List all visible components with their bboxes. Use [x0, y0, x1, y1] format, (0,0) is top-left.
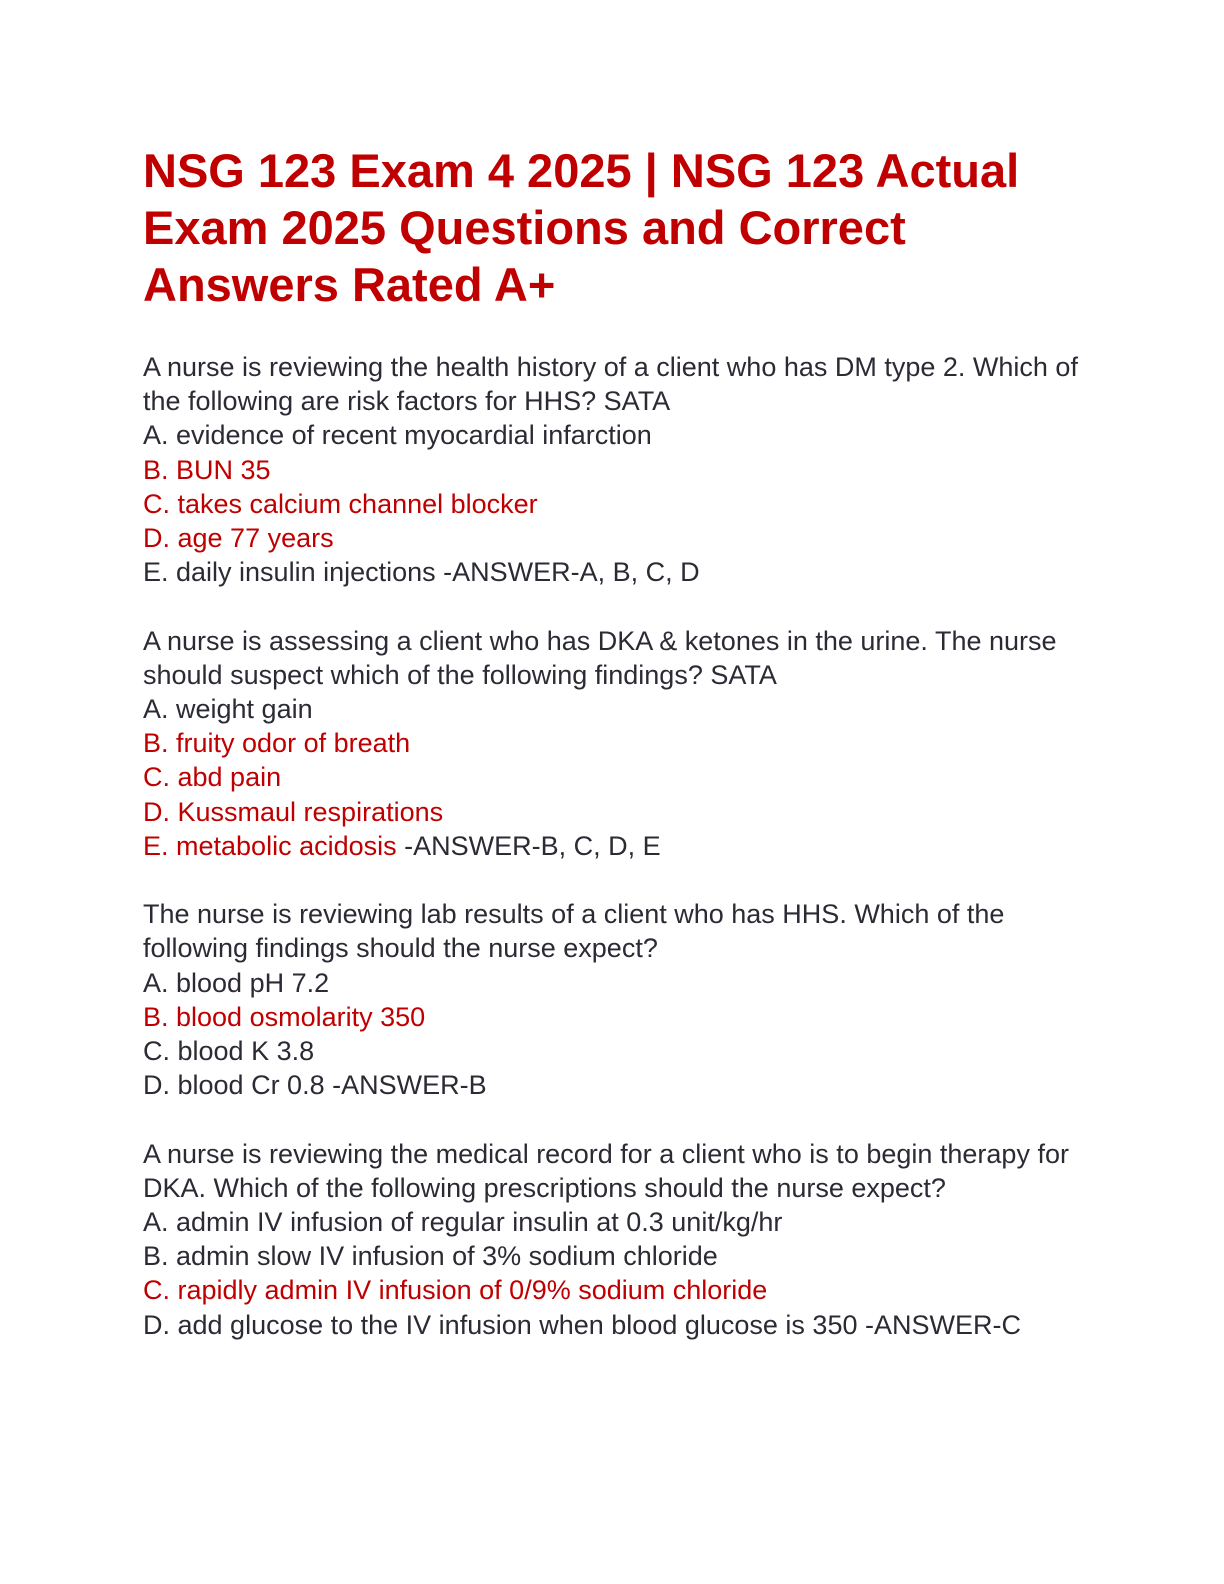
answer-option-line: [143, 555, 1103, 589]
correct-answer-option: D. Kussmaul respirations: [143, 796, 444, 827]
answer-key: -ANSWER-C: [857, 1309, 1021, 1340]
answer-option-line: [143, 1068, 1103, 1102]
correct-answer-option: B. fruity odor of breath: [143, 728, 411, 759]
answer-option: C. blood K 3.8: [143, 1036, 315, 1067]
answer-key: -ANSWER-B, C, D, E: [396, 830, 661, 861]
answer-option: D. blood Cr 0.8: [143, 1070, 325, 1101]
correct-answer-option: C. abd pain: [143, 762, 282, 793]
answer-key: -ANSWER-A, B, C, D: [435, 557, 700, 588]
correct-answer-option: E. metabolic acidosis: [143, 830, 397, 861]
question-stem: The nurse is reviewing lab results of a client who has HHS. Which of the following findings should the nurse expect?: [143, 899, 1005, 964]
answer-option-line: [143, 829, 1103, 863]
answer-option: B. admin slow IV infusion of 3% sodium chloride: [143, 1241, 718, 1272]
answer-option: D. add glucose to the IV infusion when blood glucose is 350: [143, 1309, 858, 1340]
answer-option: A. admin IV infusion of regular insulin at 0.3 unit/kg/hr: [143, 1207, 783, 1238]
question-stem: A nurse is assessing a client who has DKA & ketones in the urine. The nurse should suspect which of the following findings? SATA: [143, 625, 1057, 690]
question-list: [143, 350, 1103, 1342]
answer-key: -ANSWER-B: [324, 1070, 487, 1101]
correct-answer-option: C. rapidly admin IV infusion of 0/9% sodium chloride: [143, 1275, 768, 1306]
question-block: [143, 1137, 1103, 1342]
question-stem: A nurse is reviewing the medical record for a client who is to begin therapy for DKA. Which of the following prescriptions should the nurse expect?: [143, 1138, 1069, 1203]
question-stem: A nurse is reviewing the health history of a client who has DM type 2. Which of the following are risk factors for HHS? SATA: [143, 352, 1078, 417]
document-page: [143, 142, 1103, 1376]
answer-option: A. blood pH 7.2: [143, 967, 330, 998]
answer-option-line: [143, 1308, 1103, 1342]
correct-answer-option: B. blood osmolarity 350: [143, 1001, 426, 1032]
answer-option: E. daily insulin injections: [143, 557, 436, 588]
question-block: [143, 350, 1103, 589]
correct-answer-option: B. BUN 35: [143, 454, 271, 485]
correct-answer-option: D. age 77 years: [143, 523, 334, 554]
answer-option: A. evidence of recent myocardial infarction: [143, 420, 652, 451]
answer-option: A. weight gain: [143, 694, 313, 725]
correct-answer-option: C. takes calcium channel blocker: [143, 488, 538, 519]
question-block: [143, 624, 1103, 863]
question-block: [143, 897, 1103, 1102]
document-title: NSG 123 Exam 4 2025 | NSG 123 Actual Exam 2025 Questions and Correct Answers Rated A+: [143, 144, 1020, 311]
